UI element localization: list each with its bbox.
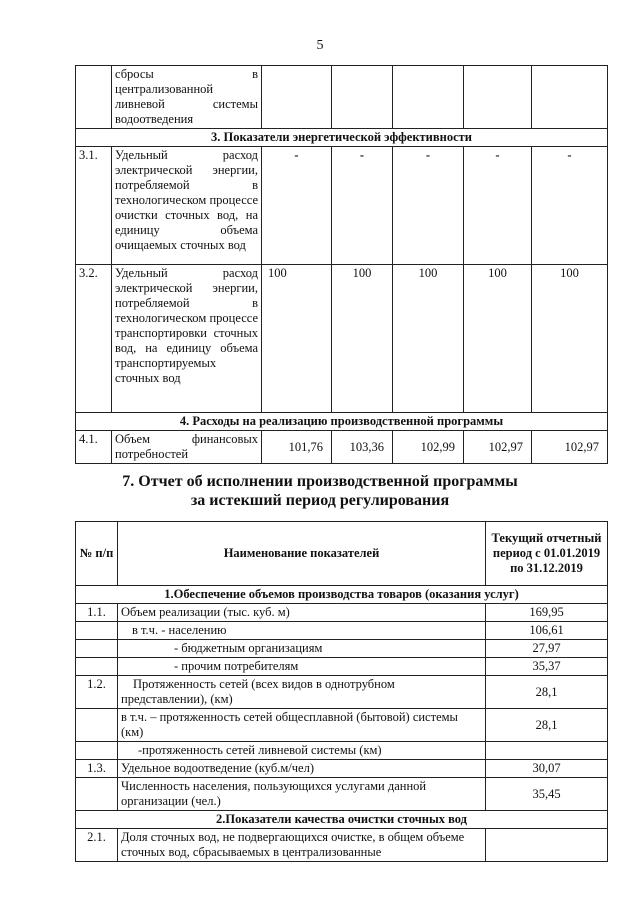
- value-cell: 106,61: [486, 622, 608, 640]
- value-cell: 100: [332, 265, 393, 413]
- value-cell: 30,07: [486, 760, 608, 778]
- header-row: [76, 522, 608, 586]
- value-cell: -: [262, 147, 332, 265]
- table-row: [76, 640, 608, 658]
- table-row: [76, 760, 608, 778]
- row-number: 3.2.: [76, 265, 112, 413]
- indicator-name: Численность населения, пользующихся услугами данной организации (чел.): [118, 778, 486, 811]
- row-number: 1.3.: [76, 760, 118, 778]
- indicator-name: в т.ч. – протяженность сетей общесплавной (бытовой) системы (км): [118, 709, 486, 742]
- section-1-title: 1.Обеспечение объемов производства товаров (оказания услуг): [76, 586, 608, 604]
- value-cell: -: [332, 147, 393, 265]
- table-row: [76, 66, 608, 129]
- value-cell: 100: [393, 265, 464, 413]
- row-number: 1.2.: [76, 676, 118, 709]
- section-row: [76, 811, 608, 829]
- indicators-table-continued: [75, 65, 608, 464]
- value-cell: 35,37: [486, 658, 608, 676]
- table-row: [76, 265, 608, 413]
- indicator-name: Доля сточных вод, не подвергающихся очистке, в общем объеме сточных вод, сбрасываемых в централизованные: [118, 829, 486, 862]
- row-number-cell: [76, 66, 112, 129]
- value-cell: 102,99: [393, 431, 464, 464]
- value-cell: -: [532, 147, 608, 265]
- value-cell: 35,45: [486, 778, 608, 811]
- value-cell: 28,1: [486, 709, 608, 742]
- row-number: 1.1.: [76, 604, 118, 622]
- table-row: [76, 676, 608, 709]
- indicator-name: - прочим потребителям: [118, 658, 486, 676]
- value-cell: 27,97: [486, 640, 608, 658]
- table-row: [76, 622, 608, 640]
- column-header-number: № п/п: [76, 522, 118, 586]
- value-cell: 100: [464, 265, 532, 413]
- report-heading: [0, 472, 640, 510]
- column-header-period: Текущий отчетный период с 01.01.2019 по 31.12.2019: [486, 522, 608, 586]
- table-row: [76, 147, 608, 265]
- table-row: [76, 431, 608, 464]
- row-number: 2.1.: [76, 829, 118, 862]
- value-cell: 169,95: [486, 604, 608, 622]
- row-number: 3.1.: [76, 147, 112, 265]
- value-cell: 102,97: [464, 431, 532, 464]
- section-4-title: 4. Расходы на реализацию производственной программы: [76, 413, 608, 431]
- indicator-name: сбросы в централизованной ливневой системы водоотведения: [112, 66, 262, 129]
- row-number: 4.1.: [76, 431, 112, 464]
- section-3-title: 3. Показатели энергетической эффективности: [76, 129, 608, 147]
- table-row: [76, 604, 608, 622]
- value-cell: 28,1: [486, 676, 608, 709]
- section-2-title: 2.Показатели качества очистки сточных вод: [76, 811, 608, 829]
- table-row: [76, 709, 608, 742]
- report-heading-line-2: за истекший период регулирования: [190, 492, 450, 509]
- section-row: [76, 586, 608, 604]
- report-table: [75, 521, 608, 862]
- value-cell: 101,76: [262, 431, 332, 464]
- value-cell: [486, 742, 608, 760]
- table-row: [76, 778, 608, 811]
- table-row: [76, 829, 608, 862]
- indicator-name: Удельный расход электрической энергии, потребляемой в технологическом процессе транспортировки сточных вод, на единицу объема транспортируемых сточных вод: [112, 265, 262, 413]
- value-cell: [486, 829, 608, 862]
- indicator-name: Объем реализации (тыс. куб. м): [118, 604, 486, 622]
- indicator-name: -протяженность сетей ливневой системы (км): [118, 742, 486, 760]
- section-row: [76, 413, 608, 431]
- indicator-name: - бюджетным организациям: [118, 640, 486, 658]
- indicator-name: Удельный расход электрической энергии, потребляемой в технологическом процессе очистки сточных вод, на единицу объема очищаемых сточных вод: [112, 147, 262, 265]
- column-header-name: Наименование показателей: [118, 522, 486, 586]
- table-row: [76, 658, 608, 676]
- value-cell: -: [464, 147, 532, 265]
- page-number: 5: [316, 38, 324, 53]
- value-cell: 102,97: [532, 431, 608, 464]
- value-cell: 100: [532, 265, 608, 413]
- value-cell: 103,36: [332, 431, 393, 464]
- indicator-name: Удельное водоотведение (куб.м/чел): [118, 760, 486, 778]
- indicator-name: Объем финансовых потребностей: [112, 431, 262, 464]
- value-cell: 100: [262, 265, 332, 413]
- value-cell: -: [393, 147, 464, 265]
- indicator-name: в т.ч. - населению: [118, 622, 486, 640]
- report-heading-line-1: 7. Отчет об исполнении производственной программы: [122, 473, 518, 490]
- indicator-name: Протяженность сетей (всех видов в однотрубном представлении), (км): [118, 676, 486, 709]
- section-row: [76, 129, 608, 147]
- table-row: [76, 742, 608, 760]
